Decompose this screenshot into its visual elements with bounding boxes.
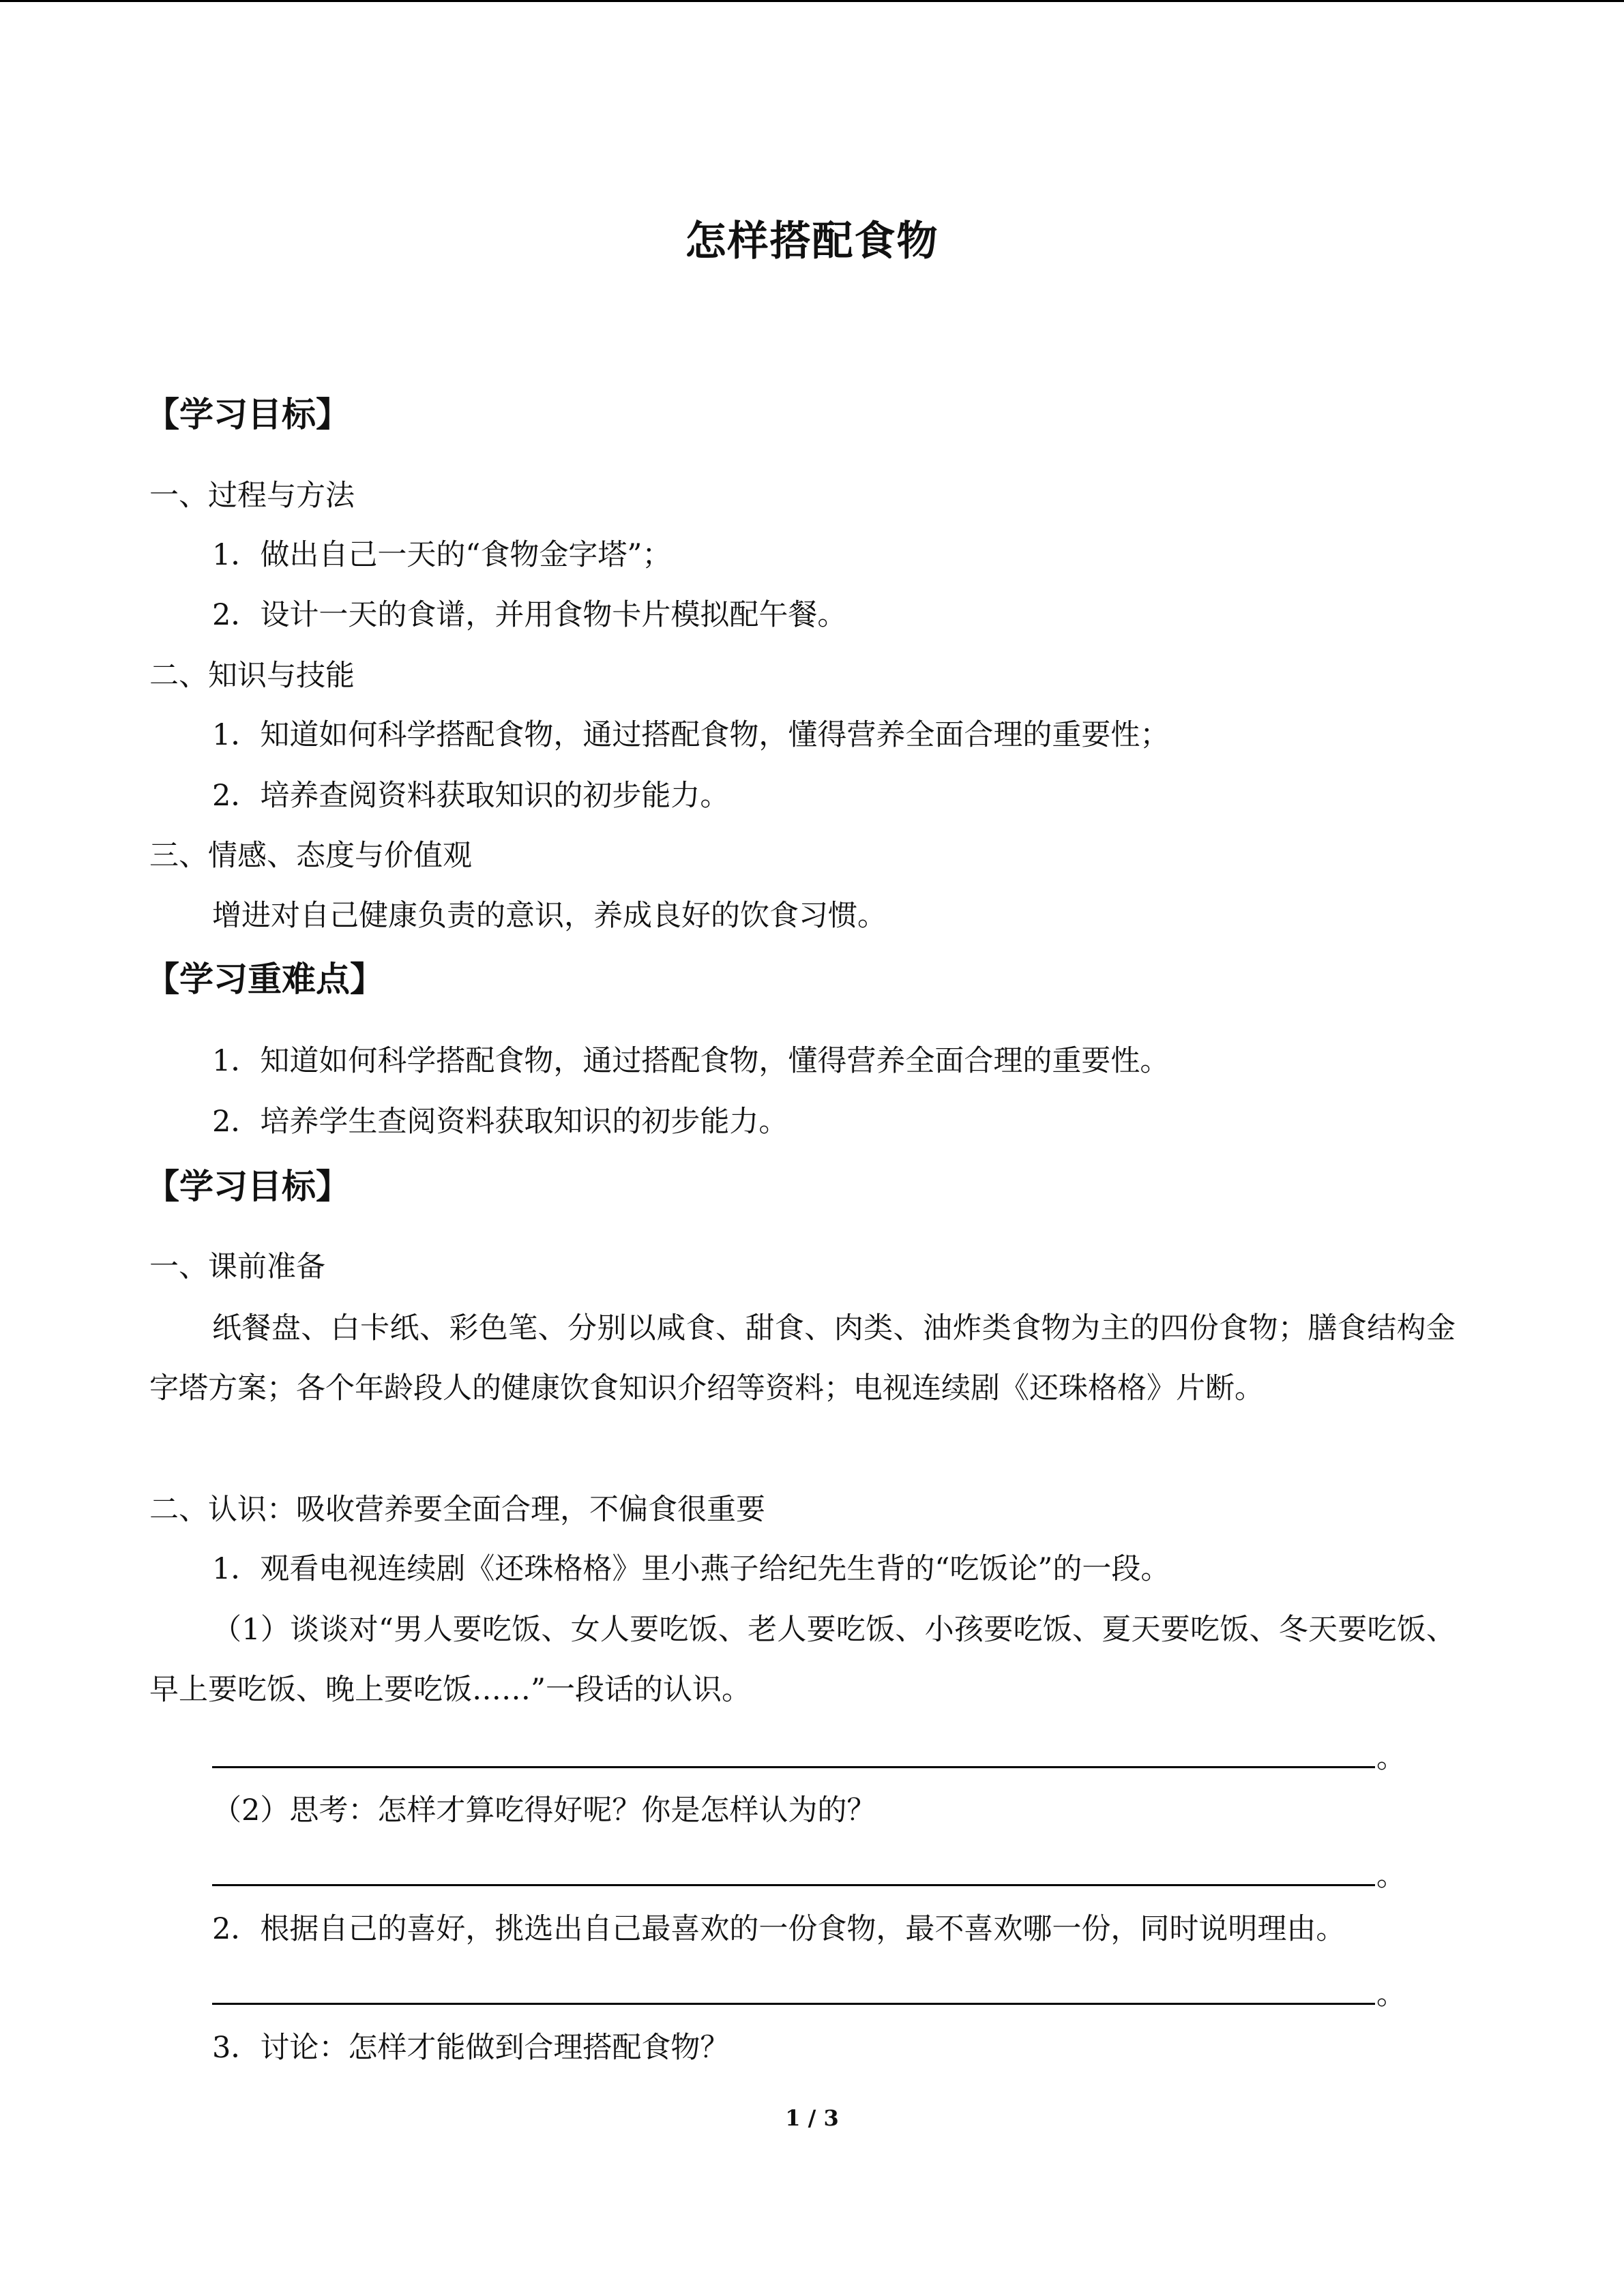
answer-line-3-period: 。 xyxy=(1376,1978,1406,2012)
recognition-item2: 2．根据自己的喜好，挑选出自己最喜欢的一份食物，最不喜欢哪一份，同时说明理由。 xyxy=(212,1912,1346,1946)
recognition-heading: 二、认识：吸收营养要全面合理，不偏食很重要 xyxy=(149,1493,765,1527)
section-heading-objectives: 【学习目标】 xyxy=(145,394,350,434)
part3-text: 增进对自己健康负责的意识，养成良好的饮食习惯。 xyxy=(212,899,887,933)
recognition-item1: 1．观看电视连续剧《还珠格格》里小燕子给纪先生背的“吃饭论”的一段。 xyxy=(212,1552,1170,1586)
part2-item1: 1．知道如何科学搭配食物，通过搭配食物，懂得营养全面合理的重要性； xyxy=(212,718,1170,752)
part3-heading: 三、情感、态度与价值观 xyxy=(149,839,472,873)
recognition-sub1: （1）谈谈对“男人要吃饭、女人要吃饭、老人要吃饭、小孩要吃饭、夏天要吃饭、冬天要吃饭、早上要吃饭、晚上要吃饭……”一段话的认识。 xyxy=(149,1613,1456,1707)
part1-item1: 1．做出自己一天的“食物金字塔”； xyxy=(212,538,672,572)
part1-item2: 2．设计一天的食谱，并用食物卡片模拟配午餐。 xyxy=(212,598,847,632)
section-heading-key-points: 【学习重难点】 xyxy=(145,959,384,999)
recognition-sub2: （2）思考：怎样才算吃得好呢？你是怎样认为的？ xyxy=(212,1793,876,1828)
prep-paragraph: 纸餐盘、白卡纸、彩色笔、分别以咸食、甜食、肉类、油炸类食物为主的四份食物；膳食结构金字塔方案；各个年龄段人的健康饮食知识介绍等资料；电视连续剧《还珠格格》片断。 xyxy=(149,1311,1456,1405)
answer-line-2-period: 。 xyxy=(1376,1859,1406,1893)
page-number: 1 / 3 xyxy=(785,2105,839,2131)
key-point-item2: 2．培养学生查阅资料获取知识的初步能力。 xyxy=(212,1105,788,1139)
top-border-line xyxy=(0,0,1624,2)
part2-heading: 二、知识与技能 xyxy=(149,659,355,693)
key-point-item1: 1．知道如何科学搭配食物，通过搭配食物，懂得营养全面合理的重要性。 xyxy=(212,1044,1170,1078)
section-heading-objectives-2: 【学习目标】 xyxy=(145,1166,350,1206)
page-title: 怎样搭配食物 xyxy=(685,218,939,265)
part1-heading: 一、过程与方法 xyxy=(149,479,355,513)
answer-line-1-period: 。 xyxy=(1376,1741,1406,1775)
recognition-item3: 3．讨论：怎样才能做到合理搭配食物？ xyxy=(212,2031,730,2065)
prep-heading: 一、课前准备 xyxy=(149,1250,325,1284)
answer-line-3[interactable] xyxy=(212,2003,1375,2005)
answer-line-2[interactable] xyxy=(212,1884,1375,1886)
answer-line-1[interactable] xyxy=(212,1766,1375,1768)
part2-item2: 2．培养查阅资料获取知识的初步能力。 xyxy=(212,779,730,813)
